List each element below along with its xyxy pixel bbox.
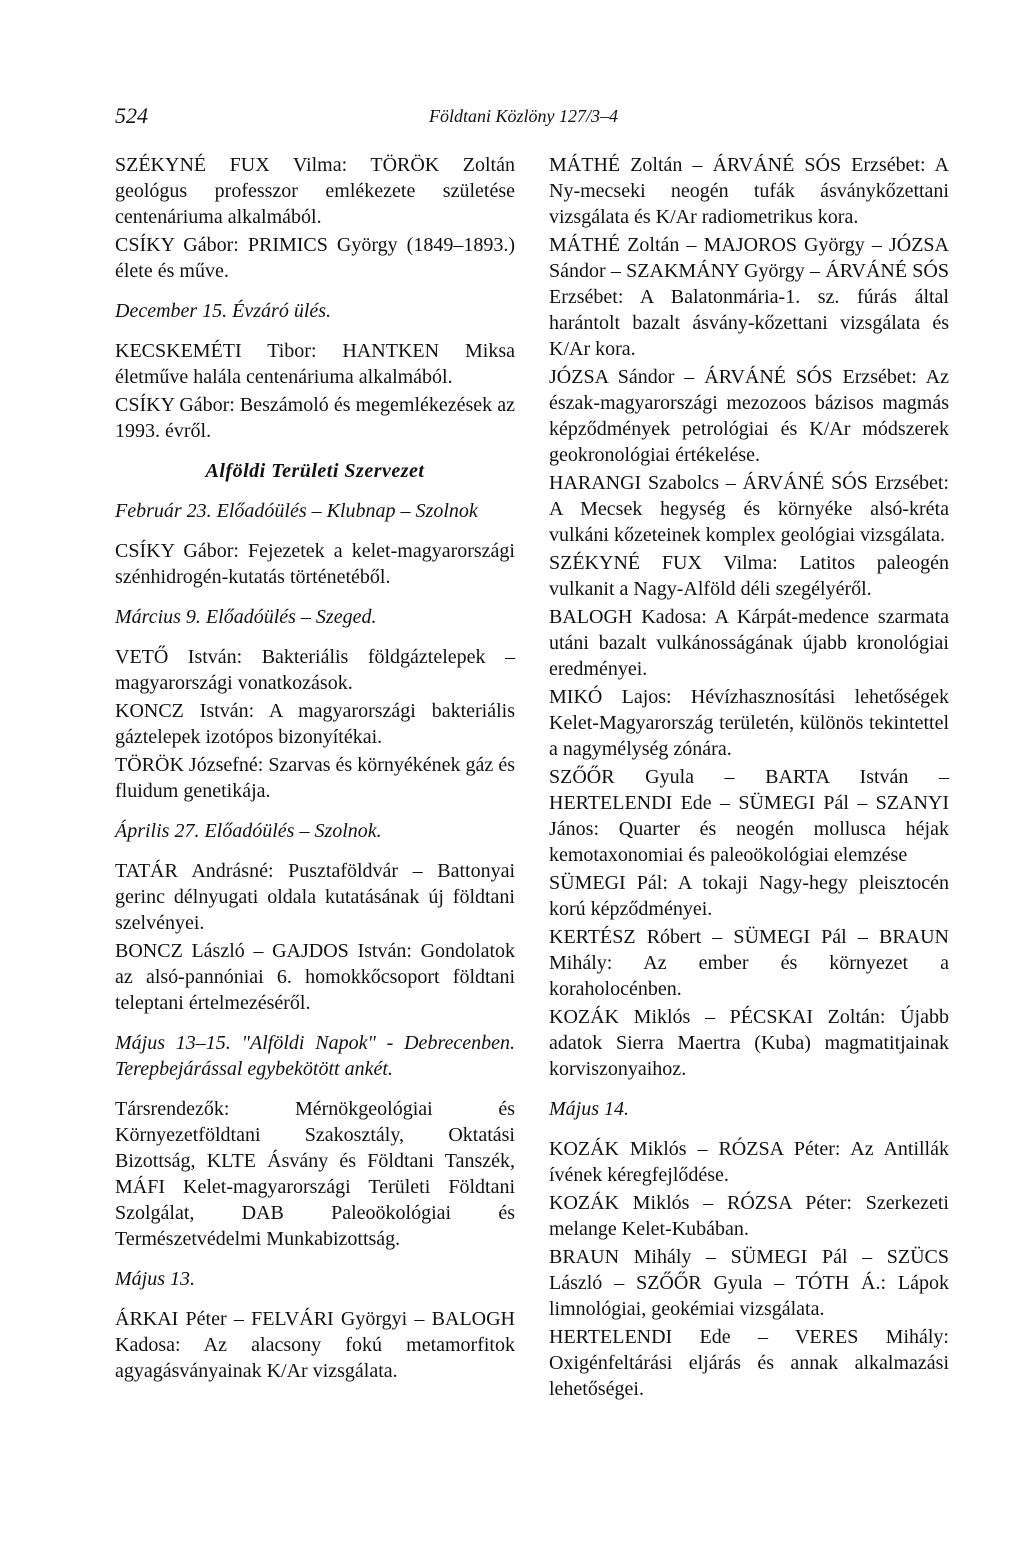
- lecture-entry: SZÉKYNÉ FUX Vilma: TÖRÖK Zoltán geológus professzor emlékezete születése centenáriuma alkalmából.: [115, 154, 515, 228]
- lecture-entry: KERTÉSZ Róbert – SÜMEGI Pál – BRAUN Mihály: Az ember és környezet a koraholocénben.: [549, 926, 949, 1000]
- lecture-entry: BRAUN Mihály – SÜMEGI Pál – SZÜCS László – SZŐŐR Gyula – TÓTH Á.: Lápok limnológiai, geokémiai vizsgálata.: [549, 1246, 949, 1320]
- lecture-entry: HERTELENDI Ede – VERES Mihály: Oxigénfeltárási eljárás és annak alkalmazási lehetőségei.: [549, 1326, 949, 1400]
- lecture-entry: MIKÓ Lajos: Hévízhasznosítási lehetőségek Kelet-Magyarország területén, különös tekintettel a nagymélység zónára.: [549, 686, 949, 760]
- lecture-entry: BALOGH Kadosa: A Kárpát-medence szarmata utáni bazalt vulkánosságának újabb kronológiai eredményei.: [549, 606, 949, 680]
- lecture-entry: SÜMEGI Pál: A tokaji Nagy-hegy pleisztocén korú képződményei.: [549, 872, 949, 920]
- right-column: [549, 152, 949, 1404]
- lecture-entry: KONCZ István: A magyarországi bakteriális gáztelepek izotópos bizonyítékai.: [115, 700, 515, 748]
- lecture-entry: CSÍKY Gábor: Fejezetek a kelet-magyarországi szénhidrogén-kutatás történetéből.: [115, 540, 515, 588]
- date-heading: Május 13–15. "Alföldi Napok" - Debrecenben. Terepbejárással egybekötött ankét.: [115, 1032, 515, 1080]
- lecture-entry: ÁRKAI Péter – FELVÁRI Györgyi – BALOGH Kadosa: Az alacsony fokú metamorfitok agyagásványainak K/Ar vizsgálata.: [115, 1308, 515, 1382]
- date-heading: Március 9. Előadóülés – Szeged.: [115, 606, 377, 628]
- lecture-entry: CSÍKY Gábor: Beszámoló és megemlékezések az 1993. évről.: [115, 394, 515, 442]
- lecture-entry: TÖRÖK Józsefné: Szarvas és környékének gáz és fluidum genetikája.: [115, 754, 515, 802]
- lecture-entry: SZŐŐR Gyula – BARTA István – HERTELENDI Ede – SÜMEGI Pál – SZANYI János: Quarter és neogén mollusca héjak kemotaxonomiai és paleoökológiai elemzése: [549, 766, 949, 866]
- lecture-entry: JÓZSA Sándor – ÁRVÁNÉ SÓS Erzsébet: Az észak-magyarországi mezozoos bázisos magmás képződmények petrológiai és K/Ar módszerek geokronológiai értékelése.: [549, 366, 949, 466]
- running-head: Földtani Közlöny 127/3–4: [429, 106, 618, 126]
- page-number: 524: [115, 103, 148, 128]
- date-heading: Május 14.: [549, 1098, 629, 1120]
- lecture-entry: MÁTHÉ Zoltán – MAJOROS György – JÓZSA Sándor – SZAKMÁNY György – ÁRVÁNÉ SÓS Erzsébet: A Balatonmária-1. sz. fúrás által harántolt bazalt ásvány-kőzettani vizsgálata és K/Ar kora.: [549, 234, 949, 360]
- lecture-entry: VETŐ István: Bakteriális földgáztelepek – magyarországi vonatkozások.: [115, 646, 515, 694]
- date-heading: December 15. Évzáró ülés.: [115, 300, 332, 322]
- lecture-entry: Társrendezők: Mérnökgeológiai és Környezetföldtani Szakosztály, Oktatási Bizottság, KLTE Ásvány és Földtani Tanszék, MÁFI Kelet-magyarországi Területi Földtani Szolgálat, DAB Paleoökológiai és Természetvédelmi Munkabizottság.: [115, 1098, 515, 1250]
- lecture-entry: KOZÁK Miklós – PÉCSKAI Zoltán: Újabb adatok Sierra Maertra (Kuba) magmatitjainak korviszonyaihoz.: [549, 1006, 949, 1080]
- section-heading: Alföldi Területi Szervezet: [205, 460, 425, 482]
- lecture-entry: TATÁR Andrásné: Pusztaföldvár – Battonyai gerinc délnyugati oldala kutatásának új földtani szelvényei.: [115, 860, 515, 934]
- lecture-entry: KOZÁK Miklós – RÓZSA Péter: Az Antillák ívének kéregfejlődése.: [549, 1138, 949, 1186]
- left-column: [115, 152, 515, 1386]
- lecture-entry: MÁTHÉ Zoltán – ÁRVÁNÉ SÓS Erzsébet: A Ny-mecseki neogén tufák ásványkőzettani vizsgálata és K/Ar radiometrikus kora.: [549, 154, 949, 228]
- lecture-entry: KOZÁK Miklós – RÓZSA Péter: Szerkezeti melange Kelet-Kubában.: [549, 1192, 949, 1240]
- lecture-entry: KECSKEMÉTI Tibor: HANTKEN Miksa életműve halála centenáriuma alkalmából.: [115, 340, 515, 388]
- lecture-entry: BONCZ László – GAJDOS István: Gondolatok az alsó-pannóniai 6. homokkőcsoport földtani teleptani értelmezéséről.: [115, 940, 515, 1014]
- lecture-entry: SZÉKYNÉ FUX Vilma: Latitos paleogén vulkanit a Nagy-Alföld déli szegélyéről.: [549, 552, 949, 600]
- date-heading: Február 23. Előadóülés – Klubnap – Szolnok: [115, 500, 478, 522]
- lecture-entry: CSÍKY Gábor: PRIMICS György (1849–1893.) élete és műve.: [115, 234, 515, 282]
- date-heading: Április 27. Előadóülés – Szolnok.: [115, 820, 382, 842]
- date-heading: Május 13.: [115, 1268, 195, 1290]
- lecture-entry: HARANGI Szabolcs – ÁRVÁNÉ SÓS Erzsébet: A Mecsek hegység és környéke alsó-kréta vulkáni kőzeteinek komplex geológiai vizsgálata.: [549, 472, 949, 546]
